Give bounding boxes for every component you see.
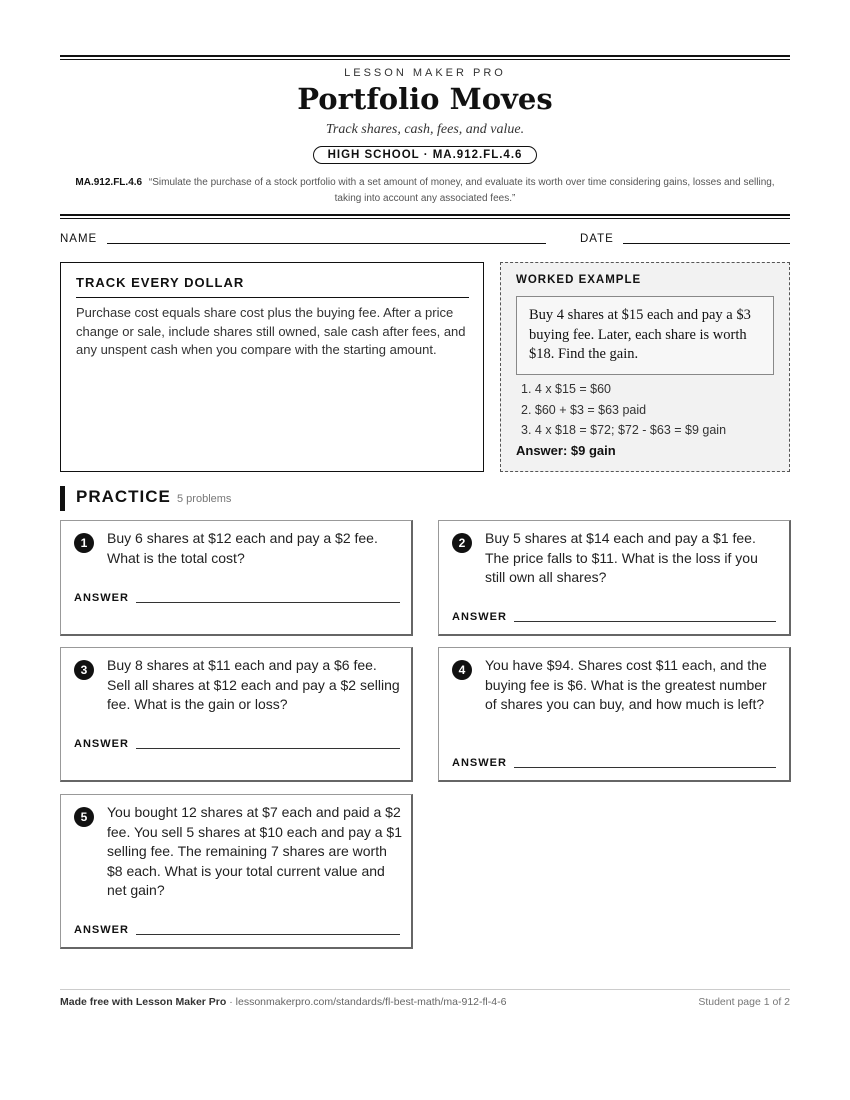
top-rule bbox=[60, 55, 790, 57]
answer-line-5[interactable] bbox=[136, 934, 400, 935]
footer-credit bbox=[60, 996, 506, 1008]
page-subtitle: Track shares, cash, fees, and value. bbox=[325, 122, 525, 137]
answer-label: ANSWER bbox=[452, 757, 507, 769]
track-title: TRACK EVERY DOLLAR bbox=[76, 275, 245, 290]
practice-count: 5 problems bbox=[177, 493, 232, 505]
grade-standard-badge: HIGH SCHOOL · MA.912.FL.4.6 bbox=[313, 146, 538, 164]
example-step: 2. $60 + $3 = $63 paid bbox=[521, 402, 647, 417]
track-every-dollar-box bbox=[60, 262, 484, 472]
problem-card-2 bbox=[438, 520, 791, 636]
brand-label: LESSON MAKER PRO bbox=[344, 67, 506, 79]
answer-line-2[interactable] bbox=[514, 621, 776, 622]
practice-accent-bar bbox=[60, 486, 65, 511]
problem-text: You bought 12 shares at $7 each and paid a $2 fee. You sell 5 shares at $10 each and pay a $1 selling fee. The remaining 7 shares are worth $8 each. What is your total current value and net gain? bbox=[107, 804, 403, 898]
answer-label: ANSWER bbox=[452, 611, 507, 623]
track-divider bbox=[76, 297, 469, 298]
example-answer: Answer: $9 gain bbox=[516, 443, 616, 458]
standard-text: “Simulate the purchase of a stock portfolio with a set amount of money, and evaluate its worth over time considering gains, losses and selling, taking into account any associated fees.” bbox=[148, 177, 775, 204]
answer-line-3[interactable] bbox=[136, 748, 400, 749]
example-step: 3. 4 x $18 = $72; $72 - $63 = $9 gain bbox=[521, 423, 727, 437]
problem-number: 4 bbox=[452, 660, 472, 680]
example-steps bbox=[521, 379, 726, 441]
footer-link[interactable]: · lessonmakerpro.com/standards/fl-best-math/ma-912-fl-4-6 bbox=[229, 996, 507, 1008]
standard-code: MA.912.FL.4.6 bbox=[75, 177, 143, 188]
standard-description bbox=[70, 175, 780, 207]
example-problem: Buy 4 shares at $15 each and pay a $3 buying fee. Later, each share is worth $18. Find the gain. bbox=[516, 296, 774, 375]
date-label: DATE bbox=[580, 233, 614, 245]
header-bottom-rule-thin bbox=[60, 218, 790, 219]
name-label: NAME bbox=[60, 233, 98, 245]
problem-number: 3 bbox=[74, 660, 94, 680]
page-title: Portfolio Moves bbox=[297, 82, 553, 116]
problem-card-5 bbox=[60, 794, 413, 949]
name-field[interactable] bbox=[107, 243, 546, 244]
answer-label: ANSWER bbox=[74, 592, 129, 604]
problem-card-3 bbox=[60, 647, 413, 782]
problem-text: You have $94. Shares cost $11 each, and the buying fee is $6. What is the greatest number of shares you can buy, and how much is left? bbox=[485, 657, 767, 712]
problem-text: Buy 6 shares at $12 each and pay a $2 fee. What is the total cost? bbox=[107, 530, 378, 566]
problem-text: Buy 8 shares at $11 each and pay a $6 fee. Sell all shares at $12 each and pay a $2 selling fee. What is the gain or loss? bbox=[107, 657, 400, 712]
answer-line-1[interactable] bbox=[136, 602, 400, 603]
practice-title: PRACTICE bbox=[76, 487, 171, 506]
example-step: 1. 4 x $15 = $60 bbox=[521, 382, 612, 396]
problem-number: 1 bbox=[74, 533, 94, 553]
worked-example-box bbox=[500, 262, 790, 472]
answer-label: ANSWER bbox=[74, 738, 129, 750]
footer-page-number: Student page 1 of 2 bbox=[698, 996, 790, 1008]
footer-made-with: Made free with Lesson Maker Pro bbox=[60, 996, 227, 1008]
problem-card-1 bbox=[60, 520, 413, 636]
track-body: Purchase cost equals share cost plus the buying fee. After a price change or sale, include shares still owned, sale cash after fees, and any unspent cash when you compare with the starting amount. bbox=[76, 305, 466, 357]
problem-card-4 bbox=[438, 647, 791, 782]
answer-label: ANSWER bbox=[74, 924, 129, 936]
problem-number: 2 bbox=[452, 533, 472, 553]
date-field[interactable] bbox=[623, 243, 790, 244]
problem-text: Buy 5 shares at $14 each and pay a $1 fee. The price falls to $11. What is the loss if you still own all shares? bbox=[485, 530, 758, 585]
answer-line-4[interactable] bbox=[514, 767, 776, 768]
header-bottom-rule bbox=[60, 214, 790, 216]
top-rule-thin bbox=[60, 59, 790, 60]
example-title: WORKED EXAMPLE bbox=[516, 274, 642, 286]
footer-rule bbox=[60, 989, 790, 990]
problem-number: 5 bbox=[74, 807, 94, 827]
